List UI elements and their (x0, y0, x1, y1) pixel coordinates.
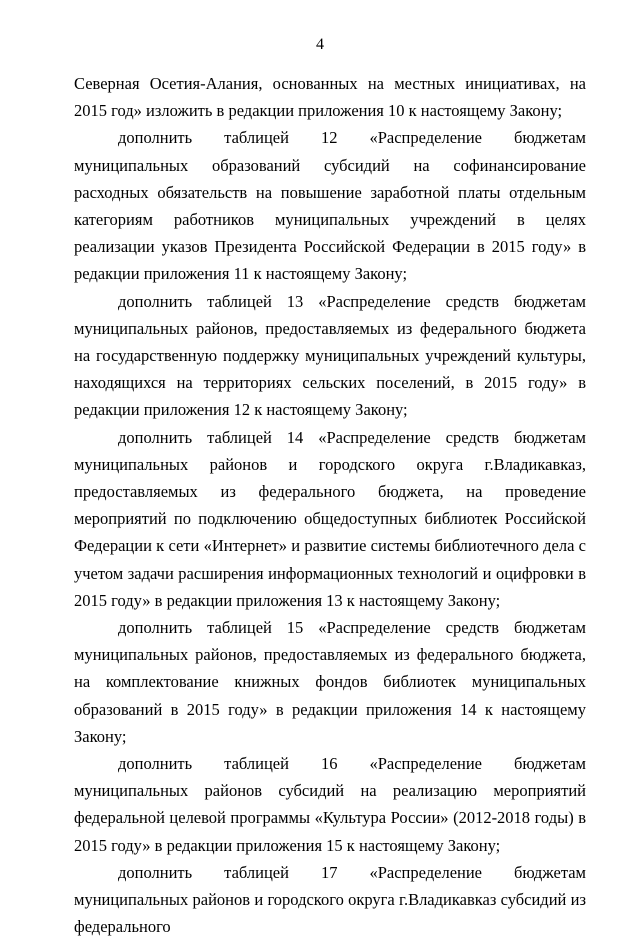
paragraph-table-15: дополнить таблицей 15 «Распределение средств бюджетам муниципальных районов, предоставляемых из федерального бюджета, на комплектование книжных фондов библиотек муниципальных образований в 2015 году» в редакции приложения 14 к настоящему Закону; (74, 618, 586, 746)
paragraph-table-17: дополнить таблицей 17 «Распределение бюджетам муниципальных районов и городского округа г.Владикавказ субсидий из федерального (74, 862, 586, 937)
page-number: 4 (316, 36, 324, 53)
paragraph-continuation: Северная Осетия-Алания, основанных на местных инициативах, на 2015 год» изложить в редакции приложения 10 к настоящему Закону; (74, 74, 586, 121)
paragraph-table-12: дополнить таблицей 12 «Распределение бюджетам муниципальных образований субсидий на софинансирование расходных обязательств на повышение заработной платы отдельным категориям работников муниципальных учреждений в целях реализации указов Президента Российской Федерации в 2015 году» в редакции приложения 11 к настоящему Закону; (74, 128, 586, 284)
paragraph-table-16: дополнить таблицей 16 «Распределение бюджетам муниципальных районов субсидий на реализацию мероприятий федеральной целевой программы «Культура России» (2012-2018 годы) в 2015 году» в редакции приложения 15 к настоящему Закону; (74, 754, 586, 855)
paragraph-table-13: дополнить таблицей 13 «Распределение средств бюджетам муниципальных районов, предоставляемых из федерального бюджета на государственную поддержку муниципальных учреждений культуры, находящихся на территориях сельских поселений, в 2015 году» в редакции приложения 12 к настоящему Закону; (74, 291, 586, 420)
document-body (74, 70, 586, 941)
paragraph-table-14: дополнить таблицей 14 «Распределение средств бюджетам муниципальных районов и городского округа г.Владикавказ, предоставляемых из федерального бюджета, на проведение мероприятий по подключению общедоступных библиотек Российской Федерации к сети «Интернет» и развитие системы библиотечного дела с учетом задачи расширения информационных технологий и оцифровки в 2015 году» в редакции приложения 13 к настоящему Закону; (74, 427, 586, 610)
